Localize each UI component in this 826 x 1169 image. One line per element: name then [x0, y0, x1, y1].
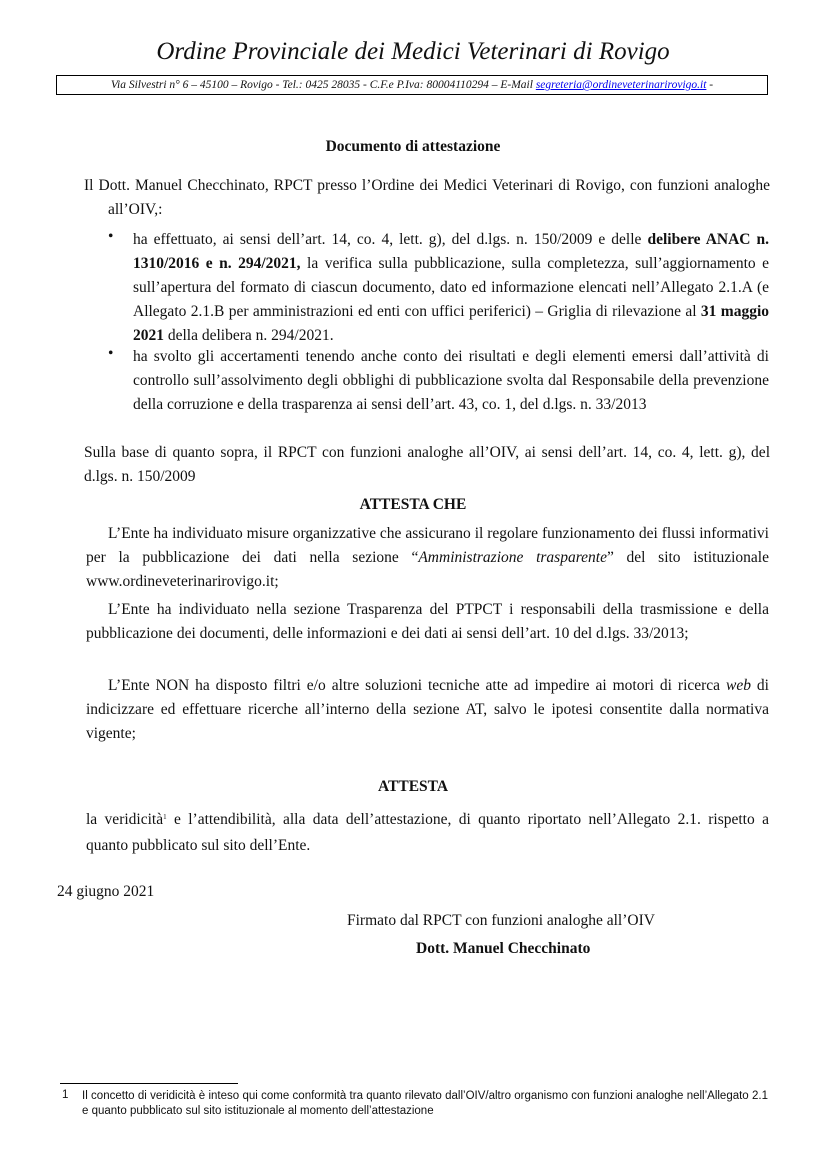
bullet-marker: •: [108, 345, 114, 362]
bullet-marker: •: [108, 228, 114, 245]
para3-text-a: L’Ente NON ha disposto filtri e/o altre soluzioni tecniche atte ad impedire ai motori di ricerca: [108, 677, 727, 694]
signer-name: Dott. Manuel Checchinato: [416, 940, 591, 957]
intro-paragraph: [84, 174, 770, 222]
bullet1-text-b: la verifica sulla pubblicazione, sulla completezza, sull’aggiornamento e sull’apertura del formato di ciascun documento, dato ed informazione elencati nell’Allegato 2.1.A (e Allegato 2.1.B per amministrazioni ed enti con uffici periferici) – Griglia di rilevazione al: [133, 255, 769, 320]
footnote-divider: [60, 1083, 238, 1084]
intro-rest: analoghe all’OIV,:: [108, 177, 771, 218]
para1-italic: Amministrazione trasparente: [418, 549, 607, 566]
intro-first-line: Il Dott. Manuel Checchinato, RPCT presso l’Ordine dei Medici Veterinari di Rovigo, con funzioni: [84, 177, 710, 194]
concl-text-b: e l’attendibilità, alla data dell’attestazione, di quanto riportato nell’Allegato 2.1. rispetto a quanto pubblicato sul sito dell’Ente.: [86, 811, 769, 854]
measures-paragraph: [86, 522, 769, 594]
org-title: Ordine Provinciale dei Medici Veterinari di Rovigo: [156, 38, 670, 65]
document-date: 24 giugno 2021: [57, 883, 155, 900]
responsibles-paragraph: L’Ente ha individuato nella sezione Trasparenza del PTPCT i responsabili della trasmissione e della pubblicazione dei documenti, delle informazioni e dei dati ai sensi dell’art. 10 del d.lgs. 33/2013;: [86, 601, 769, 642]
basis-paragraph: Sulla base di quanto sopra, il RPCT con funzioni analoghe all’OIV, ai sensi dell’art. 14, co. 4, lett. g), del d.lgs. n. 150/2009: [84, 444, 770, 485]
para1-text-a: L’Ente ha individuato misure organizzative che assicurano il regolare funzionamento dei flussi informativi per la pubblicazione dei dati nella sezione “: [86, 525, 769, 566]
address-text: Via Silvestri n° 6 – 45100 – Rovigo - Tel.: 0425 28035 - C.F.e P.Iva: 80004110294 – E-Mail: [110, 79, 536, 91]
bullet1-text-c: della delibera n. 294/2021.: [164, 327, 334, 344]
para3-text-b: di indicizzare ed effettuare ricerche all’interno della sezione AT, salvo le ipotesi consentite dalla normativa vigente;: [86, 677, 769, 742]
document-title: Documento di attestazione: [325, 138, 501, 155]
bullet1-bold-delibere: delibere ANAC n. 1310/2016 e n. 294/2021,: [133, 231, 770, 272]
footnote-reference[interactable]: 1: [163, 813, 167, 821]
bullet1-text-a: ha effettuato, ai sensi dell’art. 14, co. 4, lett. g), del d.lgs. n. 150/2009 e delle: [133, 231, 648, 248]
footnote-text: Il concetto di veridicità è inteso qui come conformità tra quanto rilevato dall’OIV/altro organismo con funzioni analoghe nell’Allegato 2.1 e quanto pubblicato sul sito istituzionale al momento dell’attestazione: [82, 1090, 768, 1117]
para1-text-b: ” del sito istituzionale www.ordineveterinarirovigo.it;: [86, 549, 769, 590]
attesta-che-heading: ATTESTA CHE: [359, 496, 467, 513]
address-suffix: -: [706, 79, 714, 91]
concl-text-a: la veridicità: [86, 811, 164, 828]
para3-italic: web: [726, 677, 751, 694]
email-link[interactable]: segreteria@ordineveterinarirovigo.it: [535, 79, 707, 91]
bullet1-bold-date: 31 maggio 2021: [133, 303, 770, 344]
bullet-item-checks: ha svolto gli accertamenti tenendo anche conto dei risultati e degli elementi emersi dall’attività di controllo sull’assolvimento degli obblighi di pubblicazione svolta dal Responsabile della prevenzione della corruzione e della trasparenza ai sensi dell’art. 43, co. 1, del d.lgs. n. 33/2013: [133, 348, 769, 413]
signature-line: Firmato dal RPCT con funzioni analoghe all’OIV: [347, 912, 655, 929]
filters-paragraph: [86, 674, 769, 746]
footnote-number: 1: [62, 1089, 69, 1101]
attesta-heading: ATTESTA: [377, 778, 449, 795]
bullet-item-verification: [133, 228, 769, 348]
conclusion-paragraph: [86, 808, 769, 858]
address-bar: [56, 75, 768, 95]
